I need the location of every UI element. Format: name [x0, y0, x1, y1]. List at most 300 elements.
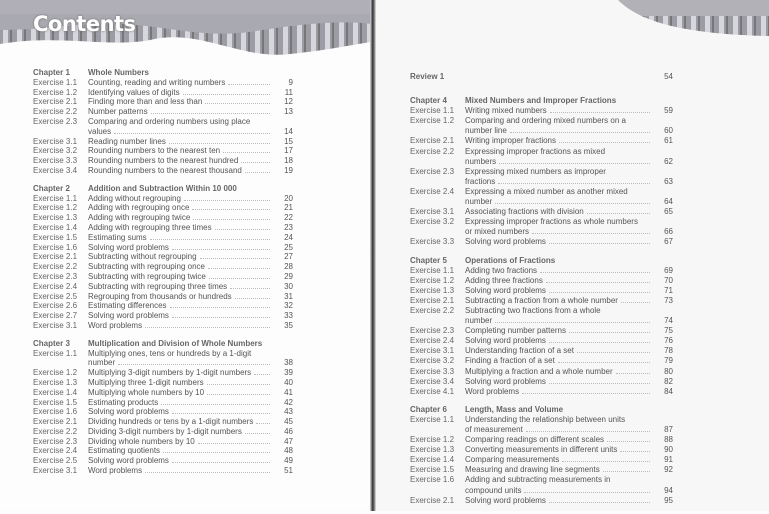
page-number: 40 [284, 377, 293, 387]
dot-leader [169, 137, 270, 144]
page-number: 74 [664, 316, 673, 326]
exercise-title: Counting, reading and writing numbers [88, 77, 226, 87]
page-number: 73 [664, 295, 673, 305]
page-number: 13 [284, 107, 293, 117]
chapter-label: Chapter 1 [33, 68, 70, 77]
page-number: 45 [284, 417, 293, 427]
page-number: 80 [664, 366, 673, 376]
dot-leader [183, 88, 270, 95]
toc-entry[interactable] [33, 349, 295, 359]
exercise-title: Converting measurements in different units [465, 445, 618, 455]
chapter-title: Length, Mass and Volume [465, 404, 564, 414]
exercise-title: Measuring and drawing line segments [465, 465, 600, 475]
dot-leader [207, 388, 270, 395]
dot-leader [498, 177, 650, 184]
dot-leader [118, 358, 270, 365]
exercise-label: Exercise 3.3 [410, 237, 455, 247]
dot-leader [241, 156, 270, 163]
page-number: 22 [284, 213, 293, 223]
dot-leader [526, 425, 650, 432]
exercise-title: Subtracting with regrouping once [88, 262, 205, 272]
dot-leader [145, 321, 270, 328]
page-number: 41 [284, 387, 293, 397]
exercise-title: Finding a fraction of a set [465, 356, 555, 366]
dot-leader [151, 107, 270, 114]
page-number: 15 [284, 136, 293, 146]
toc-entry[interactable] [33, 311, 295, 321]
exercise-title: Expressing mixed numbers as improper [465, 166, 606, 176]
toc-entry[interactable] [410, 306, 675, 316]
dot-leader [546, 276, 650, 283]
toc-entry[interactable] [410, 455, 675, 465]
toc-entry[interactable] [33, 97, 295, 107]
exercise-label: Exercise 2.4 [33, 281, 78, 291]
chapter-label: Chapter 3 [33, 338, 70, 348]
exercise-title: Estimating differences [88, 301, 167, 311]
exercise-title-continued: number [465, 316, 493, 326]
exercise-title: Expressing improper fractions as mixed [465, 146, 606, 156]
exercise-title: Writing mixed numbers [465, 106, 547, 116]
toc-entry[interactable] [33, 262, 295, 272]
exercise-title: Dividing 3-digit numbers by 1-digit numbers [88, 426, 242, 436]
exercise-label: Exercise 1.1 [410, 414, 455, 424]
chapter-section [410, 405, 675, 506]
dot-leader [549, 237, 650, 244]
toc-entry[interactable] [33, 378, 295, 388]
page-number: 31 [284, 291, 293, 301]
dot-leader [161, 398, 270, 405]
toc-entry[interactable] [410, 496, 675, 506]
exercise-label: Exercise 1.6 [33, 242, 78, 252]
toc-entry[interactable] [33, 156, 295, 166]
toc-entry[interactable] [410, 356, 675, 366]
toc-entry[interactable] [33, 437, 295, 447]
exercise-label: Exercise 3.3 [33, 156, 78, 166]
page-number: 32 [284, 301, 293, 311]
toc-entry[interactable] [410, 266, 675, 276]
contents-list-left [33, 68, 295, 484]
page-number: 47 [284, 436, 293, 446]
exercise-label: Exercise 2.1 [33, 252, 78, 262]
dot-leader [587, 207, 650, 214]
toc-entry[interactable] [33, 321, 295, 331]
exercise-label: Exercise 2.2 [410, 305, 455, 315]
exercise-title: Estimating sums [88, 232, 147, 242]
chapter-heading [33, 68, 295, 78]
exercise-label: Exercise 1.6 [410, 475, 455, 485]
page-number: 67 [664, 237, 673, 247]
toc-entry[interactable] [33, 107, 295, 117]
dot-leader [150, 233, 270, 240]
dot-leader [603, 465, 650, 472]
exercise-title: Reading number lines [88, 136, 166, 146]
exercise-label: Exercise 3.3 [410, 366, 455, 376]
dot-leader [577, 346, 650, 353]
exercise-title: Solving word problems [88, 407, 169, 417]
toc-entry[interactable] [33, 252, 295, 262]
dot-leader [145, 466, 270, 473]
exercise-label: Exercise 2.2 [33, 107, 78, 117]
exercise-title: Adding and subtracting measurements in [465, 475, 611, 485]
exercise-title: Multiplying ones, tens or hundreds by a 1-digit [88, 348, 252, 358]
page-number: 33 [284, 311, 293, 321]
dot-leader [198, 437, 270, 444]
exercise-title: Solving word problems [88, 456, 169, 466]
page-number: 30 [284, 281, 293, 291]
toc-entry[interactable] [410, 367, 675, 377]
toc-entry[interactable] [410, 465, 675, 475]
toc-entry[interactable] [410, 276, 675, 286]
exercise-label: Exercise 3.4 [410, 376, 455, 386]
toc-entry-continued [410, 486, 675, 496]
exercise-title: Understanding the relationship between units [465, 414, 626, 424]
exercise-label: Exercise 1.4 [410, 455, 455, 465]
toc-entry[interactable] [410, 475, 675, 485]
page-number: 78 [664, 346, 673, 356]
toc-entry[interactable] [33, 368, 295, 378]
toc-entry[interactable] [33, 466, 295, 476]
exercise-label: Exercise 1.1 [33, 77, 78, 87]
dot-leader [532, 227, 650, 234]
toc-entry[interactable] [33, 78, 295, 88]
exercise-title: Identifying values of digits [88, 87, 180, 97]
dot-leader [562, 455, 650, 462]
chapter-title: Mixed Numbers and Improper Fractions [465, 96, 617, 106]
toc-entry[interactable] [33, 427, 295, 437]
page-number: 92 [664, 465, 673, 475]
exercise-label: Exercise 1.2 [33, 87, 78, 97]
page-title: Contents [33, 12, 136, 36]
dot-leader [172, 407, 270, 414]
page-number: 84 [664, 386, 673, 396]
page-number: 91 [664, 455, 673, 465]
page-number: 65 [664, 207, 673, 217]
exercise-label: Exercise 2.3 [410, 326, 455, 336]
chapter-heading [33, 184, 295, 194]
dot-leader [184, 194, 270, 201]
exercise-label: Exercise 2.3 [410, 166, 455, 176]
dot-leader [208, 262, 270, 269]
exercise-label: Exercise 1.2 [33, 368, 78, 378]
toc-entry[interactable] [33, 417, 295, 427]
chapter-section [33, 68, 295, 176]
chapter-heading [410, 96, 675, 106]
exercise-title: Regrouping from thousands or hundreds [88, 291, 232, 301]
toc-entry[interactable] [33, 213, 295, 223]
exercise-title-continued: values [88, 126, 112, 136]
exercise-title: Completing number patterns [465, 326, 566, 336]
exercise-title: Adding with regrouping once [88, 203, 190, 213]
page-number: 61 [664, 136, 673, 146]
toc-entry[interactable] [410, 445, 675, 455]
dot-leader [524, 486, 650, 493]
toc-entry[interactable] [33, 272, 295, 282]
dot-leader [550, 106, 650, 113]
toc-entry[interactable] [33, 203, 295, 213]
dot-leader [245, 166, 270, 173]
page-number: 69 [664, 265, 673, 275]
dot-leader [499, 157, 650, 164]
chapter-label: Chapter 4 [410, 96, 447, 106]
exercise-title: Multiplying 3-digit numbers by 1-digit numbers [88, 368, 252, 378]
toc-entry[interactable] [410, 106, 675, 116]
toc-entry-continued [33, 358, 295, 368]
exercise-title: Subtracting without regrouping [88, 252, 197, 262]
page-number: 64 [664, 197, 673, 207]
exercise-label: Exercise 1.4 [33, 222, 78, 232]
dot-leader [172, 311, 270, 318]
exercise-label: Exercise 3.1 [33, 136, 78, 146]
toc-entry[interactable] [33, 301, 295, 311]
page-number: 12 [284, 97, 293, 107]
toc-entry[interactable] [33, 117, 295, 127]
toc-entry-continued [410, 177, 675, 187]
exercise-title: Finding more than and less than [88, 97, 203, 107]
exercise-label: Exercise 1.5 [410, 465, 455, 475]
exercise-label: Exercise 1.1 [33, 348, 78, 358]
page-number: 54 [664, 72, 673, 81]
page-number: 25 [284, 242, 293, 252]
toc-entry[interactable] [33, 388, 295, 398]
toc-entry[interactable] [410, 147, 675, 157]
toc-entry[interactable] [33, 292, 295, 302]
exercise-title: Rounding numbers to the nearest ten [88, 146, 221, 156]
toc-entry[interactable] [410, 217, 675, 227]
exercise-label: Exercise 3.2 [410, 217, 455, 227]
page-number: 75 [664, 326, 673, 336]
page-number: 76 [664, 336, 673, 346]
exercise-title: Solving word problems [465, 336, 546, 346]
dot-leader [209, 272, 270, 279]
exercise-label: Exercise 1.2 [410, 116, 455, 126]
exercise-label: Exercise 1.2 [410, 435, 455, 445]
dot-leader [549, 496, 650, 503]
page-number: 94 [664, 485, 673, 495]
page-number: 11 [284, 87, 293, 97]
page-number: 9 [288, 77, 293, 87]
dot-leader [549, 377, 650, 384]
exercise-label: Exercise 3.1 [33, 466, 78, 476]
toc-entry-continued [410, 316, 675, 326]
exercise-label: Exercise 2.2 [33, 262, 78, 272]
exercise-title: Comparing and ordering mixed numbers on a [465, 116, 626, 126]
toc-entry[interactable] [410, 326, 675, 336]
exercise-label: Exercise 2.5 [33, 291, 78, 301]
page-number: 19 [284, 165, 293, 175]
exercise-label: Exercise 2.2 [410, 146, 455, 156]
toc-entry[interactable] [33, 456, 295, 466]
page-number: 42 [284, 397, 293, 407]
exercise-title: Expressing improper fractions as whole numbers [465, 217, 638, 227]
chapter-section [410, 72, 675, 82]
exercise-label: Exercise 1.3 [410, 285, 455, 295]
exercise-title: Number patterns [88, 107, 148, 117]
toc-entry[interactable] [410, 435, 675, 445]
exercise-label: Exercise 1.2 [33, 203, 78, 213]
exercise-title: Dividing hundreds or tens by a 1-digit numbers [88, 417, 254, 427]
exercise-title: Solving word problems [465, 285, 546, 295]
exercise-label: Exercise 1.3 [410, 445, 455, 455]
exercise-title: Rounding numbers to the nearest thousand [88, 165, 242, 175]
chapter-section [410, 96, 675, 247]
page-number: 63 [664, 176, 673, 186]
exercise-title-continued: number line [465, 126, 507, 136]
page-number: 79 [664, 356, 673, 366]
toc-entry[interactable] [410, 377, 675, 387]
page-number: 87 [664, 425, 673, 434]
exercise-title: Adding two fractions [465, 265, 538, 275]
toc-entry[interactable] [33, 137, 295, 147]
exercise-label: Exercise 2.3 [33, 436, 78, 446]
page-number: 39 [284, 368, 293, 378]
exercise-label: Exercise 2.4 [410, 186, 455, 196]
dot-leader [540, 266, 650, 273]
exercise-title: Adding with regrouping twice [88, 213, 191, 223]
chapter-heading [33, 339, 295, 349]
page-number: 24 [284, 232, 293, 242]
toc-entry[interactable] [410, 207, 675, 217]
exercise-title: Estimating quotients [88, 446, 161, 456]
chapter-label: Chapter 2 [33, 183, 70, 193]
dot-leader [549, 286, 650, 293]
chapter-title: Addition and Subtraction Within 10 000 [88, 183, 237, 193]
toc-entry[interactable] [410, 136, 675, 146]
exercise-title: Subtracting with regrouping three times [88, 281, 228, 291]
exercise-label: Exercise 2.4 [33, 446, 78, 456]
toc-entry[interactable] [33, 398, 295, 408]
toc-entry-continued [410, 157, 675, 167]
page-number: 60 [664, 126, 673, 136]
chapter-section [410, 256, 675, 397]
exercise-title: Associating fractions with division [465, 207, 584, 217]
exercise-label: Exercise 2.7 [33, 311, 78, 321]
toc-entry[interactable] [410, 296, 675, 306]
page-number: 17 [284, 146, 293, 156]
exercise-label: Exercise 1.5 [33, 232, 78, 242]
chapter-label: Chapter 6 [410, 404, 447, 414]
exercise-title: Solving word problems [465, 237, 546, 247]
exercise-label: Exercise 1.3 [33, 213, 78, 223]
dot-leader [215, 223, 270, 230]
dot-leader [223, 146, 270, 153]
dot-leader [230, 282, 270, 289]
exercise-title-continued: number [465, 197, 493, 207]
exercise-title: Adding with regrouping three times [88, 222, 212, 232]
exercise-label: Exercise 3.2 [410, 356, 455, 366]
dot-leader [522, 387, 650, 394]
dot-leader [163, 446, 270, 453]
exercise-title-continued: numbers [465, 156, 497, 166]
chapter-title: Operations of Fractions [465, 255, 556, 265]
toc-entry[interactable] [410, 116, 675, 126]
dot-leader [569, 326, 650, 333]
dot-leader [200, 252, 270, 259]
toc-entry[interactable] [410, 346, 675, 356]
exercise-label: Exercise 2.3 [33, 116, 78, 126]
exercise-title: Solving word problems [465, 376, 546, 386]
exercise-title-continued: or mixed numbers [465, 227, 530, 237]
page-number: 49 [284, 456, 293, 466]
dot-leader [193, 213, 270, 220]
page-number: 43 [284, 407, 293, 417]
page-number: 27 [284, 252, 293, 262]
exercise-title: Solving word problems [88, 242, 169, 252]
dot-leader [254, 368, 270, 375]
chapter-title: Whole Numbers [88, 68, 149, 77]
toc-entry[interactable] [410, 336, 675, 346]
toc-entry-continued [410, 197, 675, 207]
toc-entry[interactable] [410, 237, 675, 247]
toc-entry[interactable] [33, 166, 295, 176]
page-number: 95 [664, 495, 673, 505]
toc-entry[interactable] [33, 146, 295, 156]
page-number: 59 [664, 106, 673, 116]
header-banner-right [618, 0, 769, 52]
exercise-title: Dividing whole numbers by 10 [88, 436, 195, 446]
chapter-heading [410, 405, 675, 415]
toc-entry[interactable] [33, 233, 295, 243]
dot-leader [192, 203, 270, 210]
exercise-title-continued: of measurement [465, 425, 523, 434]
page-number: 71 [664, 285, 673, 295]
exercise-title-continued: fractions [465, 176, 496, 186]
exercise-title: Understanding fraction of a set [465, 346, 574, 356]
exercise-label: Exercise 2.6 [33, 301, 78, 311]
toc-entry[interactable] [33, 223, 295, 233]
exercise-label: Exercise 3.2 [33, 146, 78, 156]
dot-leader [235, 292, 270, 299]
chapter-section [33, 339, 295, 476]
toc-entry[interactable] [33, 194, 295, 204]
toc-entry[interactable] [33, 88, 295, 98]
exercise-label: Exercise 1.5 [33, 397, 78, 407]
toc-entry[interactable] [410, 387, 675, 397]
exercise-title: Subtracting with regrouping twice [88, 271, 206, 281]
page-number: 14 [284, 126, 293, 136]
toc-entry[interactable] [410, 167, 675, 177]
toc-entry[interactable] [33, 282, 295, 292]
dot-leader [207, 378, 270, 385]
toc-entry[interactable] [410, 286, 675, 296]
toc-entry[interactable] [33, 243, 295, 253]
contents-list-right [410, 72, 675, 514]
exercise-title: Solving word problems [88, 311, 169, 321]
exercise-label: Exercise 4.1 [410, 386, 455, 396]
exercise-title: Comparing and ordering numbers using place [88, 116, 251, 126]
toc-entry[interactable] [33, 446, 295, 456]
exercise-label: Exercise 1.1 [33, 193, 78, 203]
toc-entry[interactable] [410, 415, 675, 425]
exercise-title: Word problems [88, 466, 143, 476]
dot-leader [114, 127, 270, 134]
dot-leader [559, 136, 650, 143]
chapter-title: Multiplication and Division of Whole Numbers [88, 338, 263, 348]
exercise-label: Exercise 1.4 [33, 387, 78, 397]
toc-entry[interactable] [33, 407, 295, 417]
page-number: 38 [284, 358, 293, 368]
toc-entry-continued [410, 425, 675, 435]
page-number: 82 [664, 376, 673, 386]
exercise-label: Exercise 1.2 [410, 275, 455, 285]
exercise-label: Exercise 1.6 [33, 407, 78, 417]
toc-entry[interactable] [410, 187, 675, 197]
exercise-label: Exercise 2.1 [33, 97, 78, 107]
exercise-title: Writing improper fractions [465, 136, 556, 146]
exercise-label: Exercise 3.1 [410, 346, 455, 356]
page-number: 90 [664, 445, 673, 455]
page-number: 46 [284, 426, 293, 436]
page-number: 21 [284, 203, 293, 213]
